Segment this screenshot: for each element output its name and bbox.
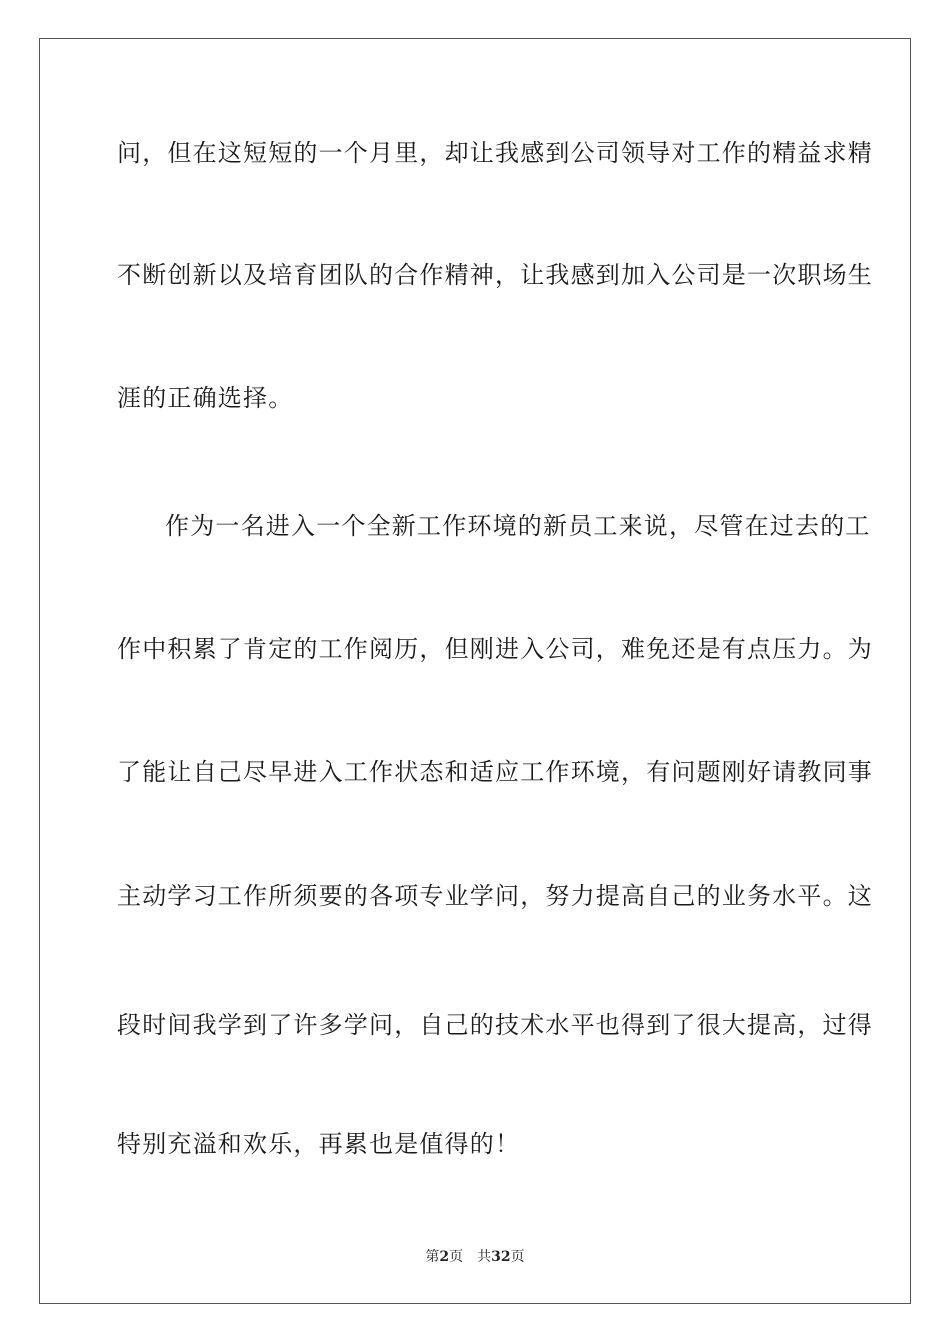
total-suffix: 页: [510, 1249, 525, 1265]
page-number: 2: [439, 1249, 450, 1265]
total-prefix: 共: [477, 1249, 492, 1265]
text-line: 段时间我学到了许多学问，自己的技术水平也得到了很大提高，过得: [117, 1011, 873, 1039]
total-pages: 32: [491, 1249, 511, 1265]
page-suffix: 页: [449, 1249, 464, 1265]
page-border: [39, 38, 911, 1304]
page-footer: [0, 1248, 950, 1266]
text-line: 问，但在这短短的一个月里，却让我感到公司领导对工作的精益求精: [117, 139, 873, 167]
page-prefix: 第: [425, 1249, 440, 1265]
text-line: 不断创新以及培育团队的合作精神，让我感到加入公司是一次职场生: [117, 261, 873, 289]
text-line: 作为一名进入一个全新工作环境的新员工来说，尽管在过去的工: [165, 512, 871, 540]
text-line: 作中积累了肯定的工作阅历，但刚进入公司，难免还是有点压力。为: [117, 635, 873, 663]
text-line: 特别充溢和欢乐，再累也是值得的！: [117, 1130, 521, 1158]
text-line: 主动学习工作所须要的各项专业学问，努力提高自己的业务水平。这: [117, 882, 873, 910]
text-line: 涯的正确选择。: [117, 384, 294, 412]
text-line: 了能让自己尽早进入工作状态和适应工作环境，有问题刚好请教同事: [117, 758, 873, 786]
